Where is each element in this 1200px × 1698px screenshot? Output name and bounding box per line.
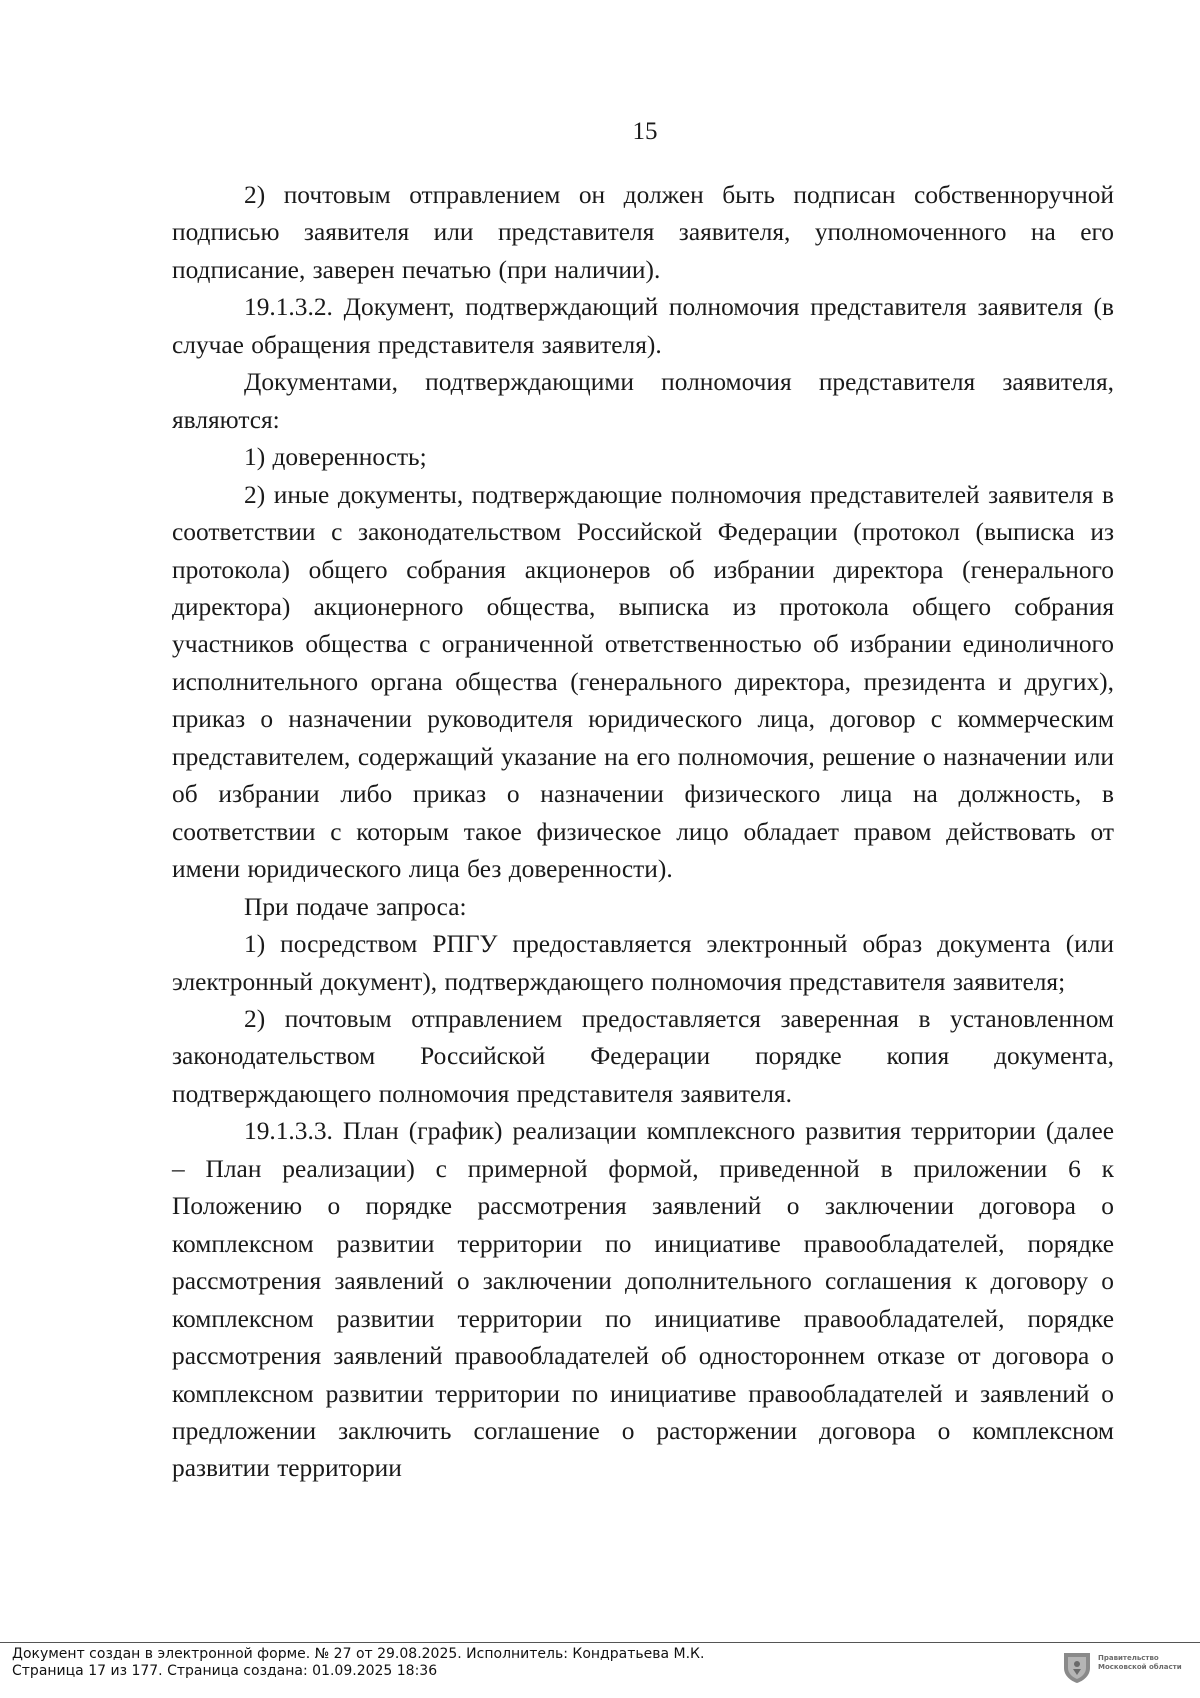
paragraph: 1) посредством РПГУ предоставляется электронный образ документа (или электронный документ), подтверждающего полномочия представителя заявителя; xyxy=(172,930,1114,996)
document-footer xyxy=(0,1642,1200,1698)
coat-of-arms-icon xyxy=(1060,1650,1094,1684)
document-body xyxy=(172,177,1114,1488)
paragraph: 2) иные документы, подтверждающие полномочия представителей заявителя в соответствии с законодательством Российской Федерации (протокол (выписка из протокола) общего собрания акционеров об избрании директора (генерального директора) акционерного общества, выписка из протокола общего собрания участников общества с ограниченной ответственностью об избрании единоличного исполнительного органа общества (генерального директора, президента и других), приказ о назначении руководителя юридического лица, договор с коммерческим представителем, содержащий указание на его полномочия, решение о назначении или об избрании либо приказ о назначении физического лица на должность, в соответствии с которым такое физическое лицо обладает правом действовать от имени юридического лица без доверенности). xyxy=(172,480,1114,884)
paragraph: 2) почтовым отправлением он должен быть подписан собственноручной подписью заявителя или представителя заявителя, уполномоченного на его подписание, заверен печатью (при наличии). xyxy=(172,181,1114,284)
footer-line-2: Страница 17 из 177. Страница создана: 01.09.2025 18:36 xyxy=(12,1663,438,1679)
paragraph: 1) доверенность; xyxy=(244,443,427,472)
footer-info xyxy=(12,1646,704,1680)
paragraph: 2) почтовым отправлением предоставляется заверенная в установленном законодательством Российской Федерации порядке копия документа, подтверждающего полномочия представителя заявителя. xyxy=(172,1004,1114,1108)
paragraph: 19.1.3.2. Документ, подтверждающий полномочия представителя заявителя (в случае обращения представителя заявителя). xyxy=(172,293,1114,359)
footer-line-1: Документ создан в электронной форме. № 27 от 29.08.2025. Исполнитель: Кондратьева М.К. xyxy=(12,1646,705,1662)
page-number: 15 xyxy=(632,118,658,145)
paragraph: При подаче запроса: xyxy=(244,892,467,921)
paragraph: Документами, подтверждающими полномочия представителя заявителя, являются: xyxy=(172,368,1114,434)
paragraph: 19.1.3.3. План (график) реализации комплексного развития территории (далее – План реализации) с примерной формой, приведенной в приложении 6 к Положению о порядке рассмотрения заявлений о заключении договора о комплексном развитии территории по инициативе правообладателей, порядке рассмотрения заявлений о заключении дополнительного соглашения к договору о комплексном развитии территории по инициативе правообладателей, порядке рассмотрения заявлений правообладателей об одностороннем отказе от договора о комплексном развитии территории по инициативе правообладателей и заявлений о предложении заключить соглашение о расторжении договора о комплексном развитии территории xyxy=(172,1117,1114,1483)
org-name: Правительство Московской области xyxy=(1098,1654,1182,1671)
footer-divider xyxy=(0,1642,1200,1643)
